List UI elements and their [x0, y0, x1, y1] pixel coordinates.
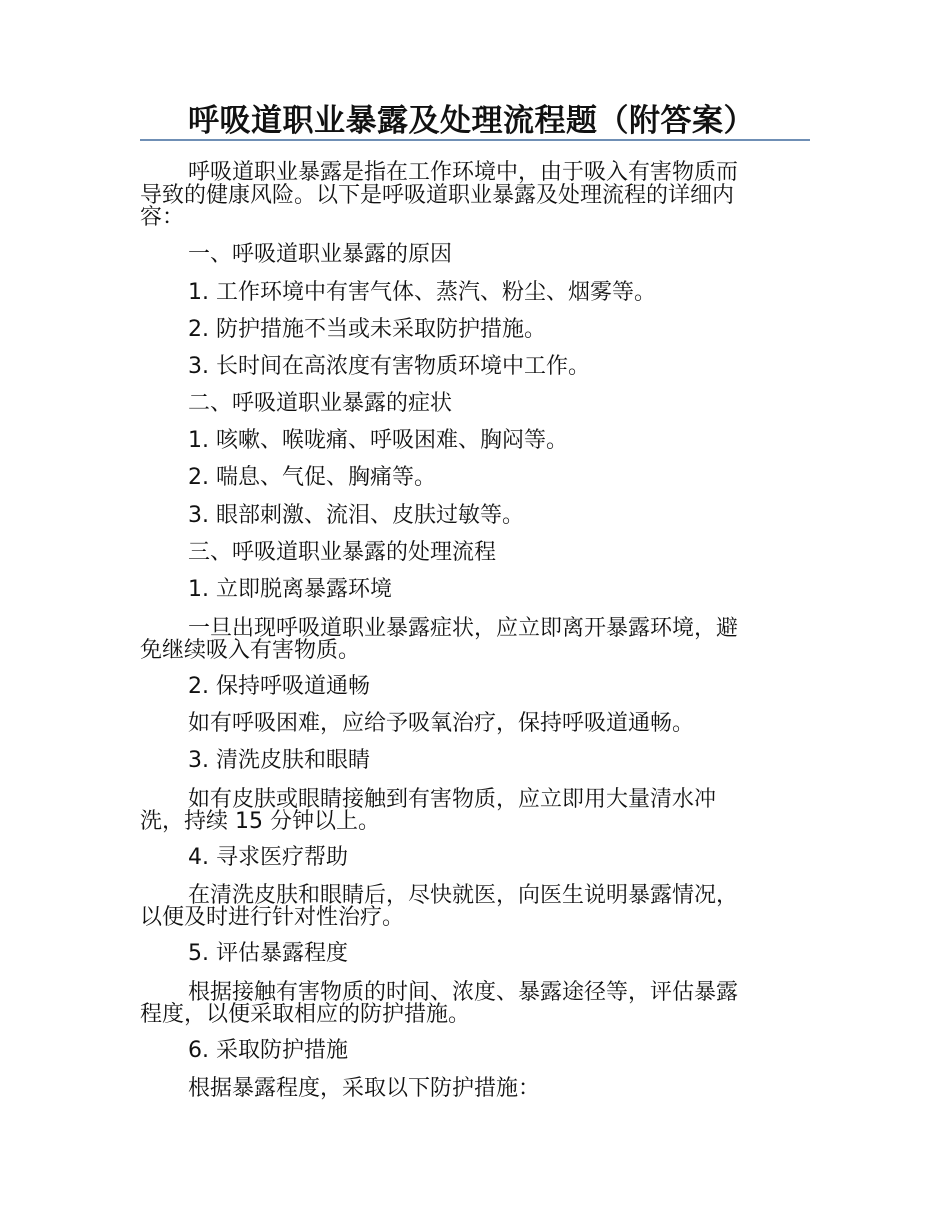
step-title-5: 5. 评估暴露程度	[188, 941, 348, 966]
section-heading-causes: 一、呼吸道职业暴露的原因	[188, 242, 453, 267]
step-title-2: 2. 保持呼吸道通畅	[188, 674, 370, 699]
step-title-3: 3. 清洗皮肤和眼睛	[188, 748, 370, 773]
step-body-1-line-2: 免继续吸入有害物质。	[140, 638, 361, 663]
section-heading-symptoms: 二、呼吸道职业暴露的症状	[188, 391, 453, 416]
list-item: 3. 眼部刺激、流泪、皮肤过敏等。	[188, 503, 524, 528]
list-item: 1. 工作环境中有害气体、蒸汽、粉尘、烟雾等。	[188, 280, 656, 305]
step-body-1-line-1: 一旦出现呼吸道职业暴露症状，应立即离开暴露环境，避	[188, 616, 739, 641]
list-item: 2. 防护措施不当或未采取防护措施。	[188, 317, 546, 342]
list-item: 1. 咳嗽、喉咙痛、呼吸困难、胸闷等。	[188, 428, 568, 453]
list-item: 2. 喘息、气促、胸痛等。	[188, 465, 436, 490]
page-title: 呼吸道职业暴露及处理流程题（附答案）	[188, 103, 755, 139]
step-body-6-line-1: 根据暴露程度，采取以下防护措施：	[188, 1076, 541, 1101]
step-body-4-line-1: 在清洗皮肤和眼睛后，尽快就医，向医生说明暴露情况，	[188, 883, 739, 908]
step-body-3-line-2: 洗，持续 15 分钟以上。	[140, 809, 380, 834]
step-body-5-line-1: 根据接触有害物质的时间、浓度、暴露途径等，评估暴露	[188, 980, 739, 1005]
section-heading-procedure: 三、呼吸道职业暴露的处理流程	[188, 540, 497, 565]
intro-line-3: 容：	[140, 205, 185, 230]
step-body-5-line-2: 程度，以便采取相应的防护措施。	[140, 1002, 471, 1027]
step-title-6: 6. 采取防护措施	[188, 1038, 348, 1063]
step-title-4: 4. 寻求医疗帮助	[188, 845, 348, 870]
step-title-1: 1. 立即脱离暴露环境	[188, 577, 392, 602]
intro-line-1: 呼吸道职业暴露是指在工作环境中，由于吸入有害物质而	[188, 160, 739, 185]
step-body-4-line-2: 以便及时进行针对性治疗。	[140, 905, 405, 930]
intro-line-2: 导致的健康风险。以下是呼吸道职业暴露及处理流程的详细内	[140, 183, 735, 208]
step-body-3-line-1: 如有皮肤或眼睛接触到有害物质，应立即用大量清水冲	[188, 787, 717, 812]
list-item: 3. 长时间在高浓度有害物质环境中工作。	[188, 354, 590, 379]
title-underline	[140, 139, 810, 141]
step-body-2-line-1: 如有呼吸困难，应给予吸氧治疗，保持呼吸道通畅。	[188, 711, 695, 736]
